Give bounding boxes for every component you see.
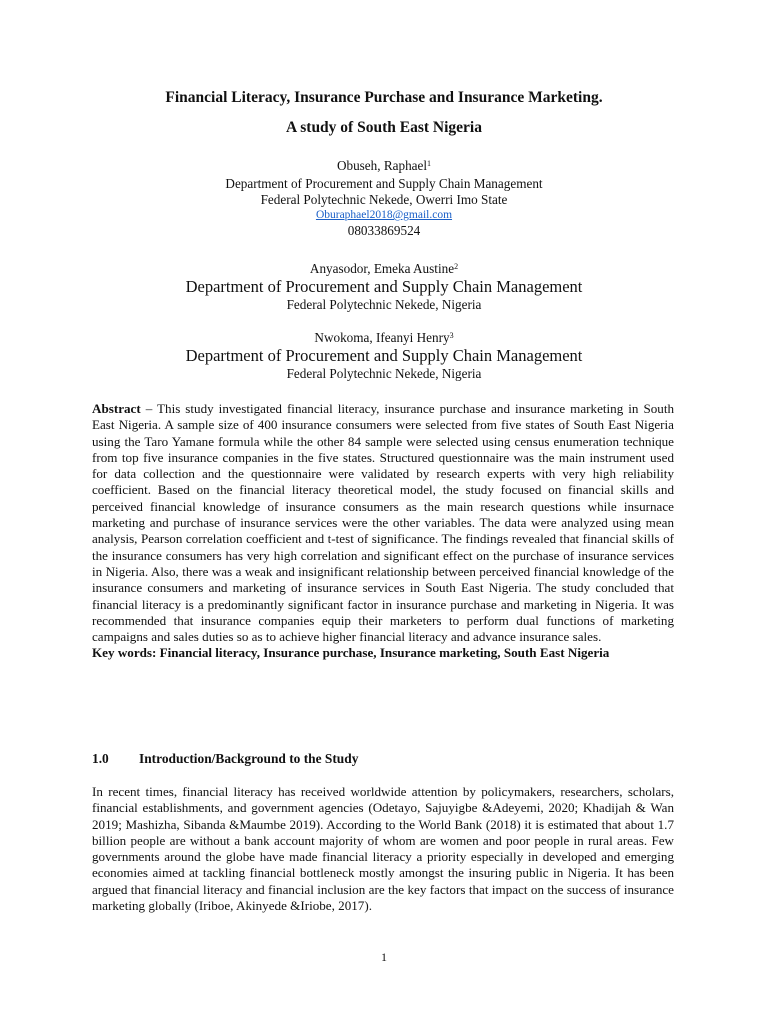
keywords: Key words: Financial literacy, Insurance purchase, Insurance marketing, South East Nigeria [92,645,610,661]
page-number: 1 [381,950,387,964]
abstract-label: Abstract [92,401,141,416]
abstract-paragraph [92,401,674,645]
author-3-affiliation-marker: 3 [449,331,454,340]
author-1-department: Department of Procurement and Supply Chain Management [225,176,543,191]
intro-paragraph: In recent times, financial literacy has received worldwide attention by policymakers, researchers, scholars, financial establishments, and government agencies (Odetayo, Sajuyigbe &Adeyemi, 2020; Khadijah & Wan 2019; Mashizha, Sibanda &Maumbe 2019). According to the World Bank (2018) it is estimated that about 1.7 billion people are without a bank account majority of whom are women and poor people in rural areas. Few governments around the globe have made financial literacy a priority especially in developed and emerging economies aimed at tackling financial bottleneck mostly amongst the insuring public in Nigeria. It has been argued that financial literacy and financial inclusion are the key factors that impact on the success of insurance marketing globally (Iriboe, Akinyede &Iriobe, 2017). [92,784,674,914]
paper-title-line-1: Financial Literacy, Insurance Purchase and Insurance Marketing. [165,89,603,106]
paper-title-line-2: A study of South East Nigeria [286,119,482,136]
author-1-affiliation-marker: 1 [427,159,432,168]
abstract-block [92,401,674,662]
abstract-text: – This study investigated financial literacy, insurance purchase and insurance marketing in South East Nigeria. A sample size of 400 insurance consumers were selected from five states of South East Nigeria using the Taro Yamane formula while the other 84 sample were selected using census enumeration technique from top five insurance companies in the five states. Structured questionnaire was the main instrument used for data collection and the questionnaire were validated by research experts with very high reliability coefficient. Based on the financial literacy theoretical model, the study focused on financial skills and perceived financial knowledge of insurance consumers as the main research questions while insurnace marketing and purchase of insurance services were the other variables. The data were analyzed using mean analysis, Pearson correlation coefficient and t-test of significance. The findings revealed that financial skills of the insurance consumers has very high correlation and significant effect on the purchase of insurance services in Nigeria. Also, there was a weak and insignificant relationship between perceived financial knowledge of the insurance consumers and marketing of insurance services in South East Nigeria. The study concluded that financial literacy is a predominantly significant factor in insurance purchase and marketing in Nigeria. It was recommended that insurance companies equip their marketers to perform dual functions of marketing campaigns and sales duties so as to achieve higher financial literacy and advance insurance sales. [92,401,674,645]
author-2-institution: Federal Polytechnic Nekede, Nigeria [286,297,482,312]
author-1-email-link[interactable]: Oburaphael2018@gmail.com [315,209,453,221]
author-2-name: Anyasodor, Emeka Austine$^2$ [309,261,459,276]
author-1-name: Obuseh, Raphael$^1$ [336,158,432,173]
section-number: 1.0 [92,751,109,766]
section-title: Introduction/Background to the Study [139,751,359,766]
author-3-name: Nwokoma, Ifeanyi Henry$^3$ [314,330,454,345]
author-2-department: Department of Procurement and Supply Chain Management [185,277,583,296]
section-heading [92,751,358,767]
author-1-phone: 08033869524 [347,223,421,238]
author-3-institution: Federal Polytechnic Nekede, Nigeria [286,366,482,381]
author-3-department: Department of Procurement and Supply Chain Management [185,346,583,365]
author-2-affiliation-marker: 2 [454,262,459,271]
author-1-institution: Federal Polytechnic Nekede, Owerri Imo State [260,192,508,207]
